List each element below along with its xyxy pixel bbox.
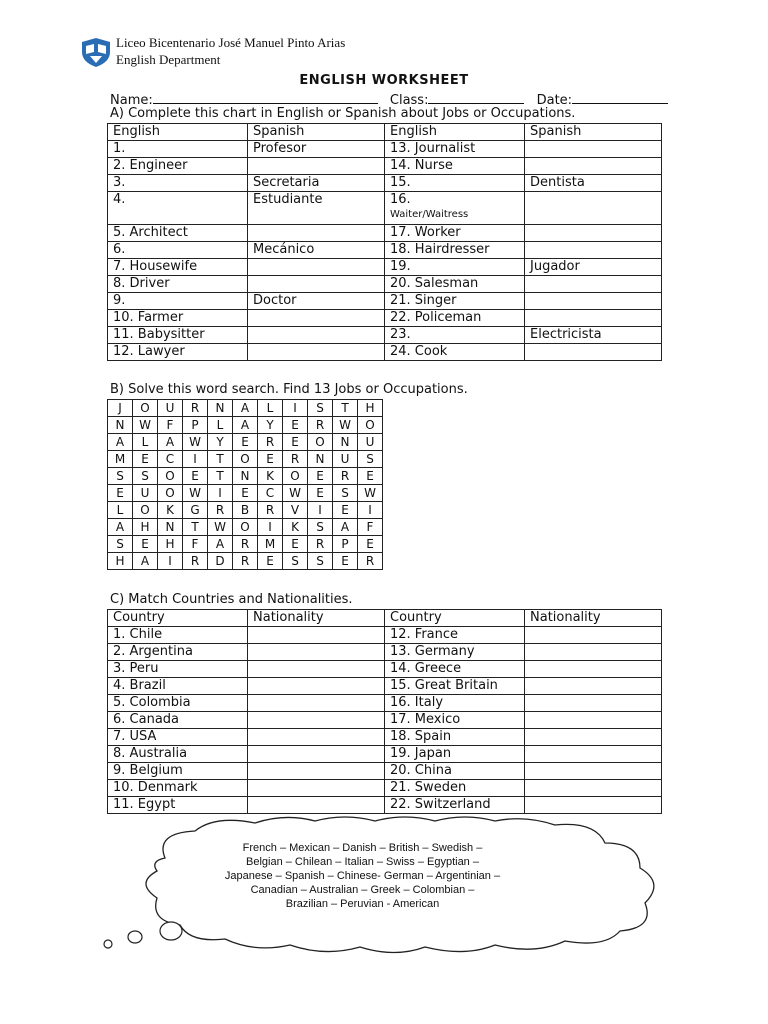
letter-cell[interactable]: D — [208, 553, 233, 570]
cell: Dentista — [525, 175, 662, 192]
country-cell: 7. USA — [108, 729, 248, 746]
letter-cell[interactable]: R — [183, 553, 208, 570]
letter-cell[interactable]: P — [183, 417, 208, 434]
nationality-cell[interactable] — [248, 729, 385, 746]
cell: 1. — [108, 141, 248, 158]
cell: 8. Driver — [108, 276, 248, 293]
header-cell: Spanish — [248, 124, 385, 141]
cell-number: 16. — [390, 192, 411, 207]
cell[interactable] — [248, 158, 385, 175]
letter-cell[interactable]: F — [358, 519, 383, 536]
section-a-instruction: A) Complete this chart in English or Spanish about Jobs or Occupations. — [110, 106, 576, 121]
grid-row — [108, 400, 383, 417]
nationality-cell[interactable] — [248, 695, 385, 712]
word-bank-line: Belgian – Chilean – Italian – Swiss – Egyptian – — [246, 856, 479, 868]
letter-cell[interactable]: E — [258, 451, 283, 468]
table-row — [108, 695, 662, 712]
letter-cell[interactable]: I — [258, 519, 283, 536]
country-cell: 2. Argentina — [108, 644, 248, 661]
table-row — [108, 712, 662, 729]
cell[interactable] — [525, 158, 662, 175]
letter-cell[interactable]: C — [258, 485, 283, 502]
letter-cell[interactable]: S — [358, 451, 383, 468]
table-row — [108, 158, 662, 175]
letter-cell[interactable]: O — [158, 468, 183, 485]
nationality-cell[interactable] — [248, 746, 385, 763]
table-row — [108, 310, 662, 327]
letter-cell[interactable]: K — [158, 502, 183, 519]
letter-cell[interactable]: I — [208, 485, 233, 502]
letter-cell[interactable]: S — [308, 553, 333, 570]
country-cell: 22. Switzerland — [385, 797, 525, 814]
cell: 20. Salesman — [385, 276, 525, 293]
letter-cell[interactable]: H — [108, 553, 133, 570]
letter-cell[interactable]: A — [233, 400, 258, 417]
cell[interactable] — [248, 327, 385, 344]
cell[interactable] — [248, 344, 385, 361]
letter-cell[interactable]: U — [358, 434, 383, 451]
header-cell: English — [108, 124, 248, 141]
country-cell: 11. Egypt — [108, 797, 248, 814]
cell[interactable] — [525, 310, 662, 327]
nationality-cell[interactable] — [525, 661, 662, 678]
letter-cell[interactable]: O — [358, 417, 383, 434]
table-row — [108, 644, 662, 661]
letter-cell[interactable]: B — [233, 502, 258, 519]
cell: Mecánico — [248, 242, 385, 259]
letter-cell[interactable]: T — [183, 519, 208, 536]
letter-cell[interactable]: A — [233, 417, 258, 434]
letter-cell[interactable]: E — [308, 468, 333, 485]
letter-cell[interactable]: R — [258, 502, 283, 519]
letter-cell[interactable]: A — [158, 434, 183, 451]
letter-cell[interactable]: S — [133, 468, 158, 485]
nationality-cell[interactable] — [525, 729, 662, 746]
cell: 12. Lawyer — [108, 344, 248, 361]
letter-cell[interactable]: R — [233, 553, 258, 570]
letter-cell[interactable]: E — [358, 468, 383, 485]
school-info — [116, 34, 345, 68]
letter-cell[interactable]: E — [283, 417, 308, 434]
grid-row — [108, 434, 383, 451]
header-cell: Spanish — [525, 124, 662, 141]
header-cell: Nationality — [525, 610, 662, 627]
letter-cell[interactable]: V — [283, 502, 308, 519]
cell[interactable] — [248, 310, 385, 327]
nationality-cell[interactable] — [525, 627, 662, 644]
letter-cell[interactable]: Y — [258, 417, 283, 434]
cell[interactable]: 3. — [108, 175, 248, 192]
header-cell: Country — [108, 610, 248, 627]
table-row — [108, 780, 662, 797]
letter-cell[interactable]: E — [233, 434, 258, 451]
country-cell: 15. Great Britain — [385, 678, 525, 695]
letter-cell[interactable]: F — [158, 417, 183, 434]
country-cell: 14. Greece — [385, 661, 525, 678]
letter-cell[interactable]: O — [308, 434, 333, 451]
header-cell: Country — [385, 610, 525, 627]
cell: 24. Cook — [385, 344, 525, 361]
date-field[interactable] — [572, 90, 668, 104]
letter-cell[interactable]: S — [108, 536, 133, 553]
cell[interactable] — [525, 225, 662, 242]
nationality-cell[interactable] — [248, 780, 385, 797]
letter-cell[interactable]: U — [333, 451, 358, 468]
country-cell: 19. Japan — [385, 746, 525, 763]
letter-cell[interactable]: E — [233, 485, 258, 502]
cell: Secretaria — [248, 175, 385, 192]
cell: 11. Babysitter — [108, 327, 248, 344]
country-cell: 17. Mexico — [385, 712, 525, 729]
cell[interactable]: 9. — [108, 293, 248, 310]
letter-cell[interactable]: E — [183, 468, 208, 485]
letter-cell[interactable]: N — [158, 519, 183, 536]
cell: Doctor — [248, 293, 385, 310]
cell: 7. Housewife — [108, 259, 248, 276]
grid-row — [108, 468, 383, 485]
letter-cell[interactable]: W — [358, 485, 383, 502]
nationality-cell[interactable] — [525, 763, 662, 780]
letter-cell[interactable]: A — [108, 519, 133, 536]
section-c-instruction: C) Match Countries and Nationalities. — [110, 592, 353, 607]
nationality-cell[interactable] — [525, 644, 662, 661]
country-cell: 3. Peru — [108, 661, 248, 678]
letter-cell[interactable]: O — [233, 451, 258, 468]
letter-cell[interactable]: L — [133, 434, 158, 451]
nationality-cell[interactable] — [525, 695, 662, 712]
nationalities-table — [107, 609, 662, 814]
letter-cell[interactable]: R — [308, 536, 333, 553]
cell[interactable] — [385, 192, 525, 225]
letter-cell[interactable]: E — [133, 451, 158, 468]
letter-cell[interactable]: E — [283, 536, 308, 553]
word-bank-line: Canadian – Australian – Greek – Colombian – — [250, 884, 475, 896]
class-field[interactable] — [428, 90, 524, 104]
grid-row — [108, 417, 383, 434]
nationality-cell[interactable] — [525, 678, 662, 695]
cell-hint: Waiter/Waitress — [390, 209, 469, 220]
letter-cell[interactable]: O — [158, 485, 183, 502]
word-bank — [170, 841, 555, 911]
cell[interactable] — [525, 192, 662, 225]
letter-cell[interactable]: S — [308, 519, 333, 536]
letter-cell[interactable]: R — [258, 434, 283, 451]
letter-cell[interactable]: A — [333, 519, 358, 536]
country-cell: 5. Colombia — [108, 695, 248, 712]
letter-cell[interactable]: P — [333, 536, 358, 553]
letter-cell[interactable]: O — [133, 502, 158, 519]
country-cell: 12. France — [385, 627, 525, 644]
table-row — [108, 627, 662, 644]
letter-cell[interactable]: T — [208, 451, 233, 468]
letter-cell[interactable]: S — [333, 485, 358, 502]
word-bank-line: Japanese – Spanish – Chinese- German – Argentinian – — [224, 870, 501, 882]
cell[interactable] — [525, 293, 662, 310]
letter-cell[interactable]: R — [333, 468, 358, 485]
table-row — [108, 141, 662, 158]
letter-cell[interactable]: W — [183, 434, 208, 451]
letter-cell[interactable]: A — [208, 536, 233, 553]
letter-cell[interactable]: E — [308, 485, 333, 502]
school-name: Liceo Bicentenario José Manuel Pinto Arias — [116, 35, 346, 50]
letter-cell[interactable]: M — [258, 536, 283, 553]
letter-cell[interactable]: A — [108, 434, 133, 451]
worksheet-title: ENGLISH WORKSHEET — [299, 73, 469, 88]
letter-cell[interactable]: J — [108, 400, 133, 417]
letter-cell[interactable]: N — [233, 468, 258, 485]
cell: 10. Farmer — [108, 310, 248, 327]
grid-row — [108, 519, 383, 536]
country-cell: 6. Canada — [108, 712, 248, 729]
letter-cell[interactable]: M — [108, 451, 133, 468]
letter-cell[interactable]: I — [358, 502, 383, 519]
letter-cell[interactable]: I — [183, 451, 208, 468]
letter-cell[interactable]: S — [308, 400, 333, 417]
table-row — [108, 327, 662, 344]
word-search-grid — [107, 399, 383, 570]
name-field[interactable] — [153, 90, 378, 104]
letter-cell[interactable]: R — [208, 502, 233, 519]
letter-cell[interactable]: S — [108, 468, 133, 485]
word-bank-line: Brazilian – Peruvian - American — [285, 898, 440, 910]
letter-cell[interactable]: K — [258, 468, 283, 485]
letter-cell[interactable]: R — [358, 553, 383, 570]
letter-cell[interactable]: C — [158, 451, 183, 468]
table-row — [108, 746, 662, 763]
header-cell: English — [385, 124, 525, 141]
letter-cell[interactable]: O — [283, 468, 308, 485]
letter-cell[interactable]: L — [258, 400, 283, 417]
letter-cell[interactable]: E — [258, 553, 283, 570]
table-row — [108, 763, 662, 780]
country-cell: 18. Spain — [385, 729, 525, 746]
letter-cell[interactable]: E — [358, 536, 383, 553]
nationality-cell[interactable] — [248, 797, 385, 814]
country-cell: 16. Italy — [385, 695, 525, 712]
letter-cell[interactable]: I — [158, 553, 183, 570]
cell[interactable] — [248, 225, 385, 242]
letter-cell[interactable]: H — [133, 519, 158, 536]
department-name: English Department — [116, 52, 221, 67]
word-bank-line: French – Mexican – Danish – British – Swedish – — [242, 842, 483, 854]
country-cell: 10. Denmark — [108, 780, 248, 797]
grid-row — [108, 485, 383, 502]
table-row — [108, 344, 662, 361]
letter-cell[interactable]: I — [283, 400, 308, 417]
nationality-cell[interactable] — [525, 780, 662, 797]
cell: Jugador — [525, 259, 662, 276]
table-row — [108, 293, 662, 310]
cell: 13. Journalist — [385, 141, 525, 158]
letter-cell[interactable]: E — [133, 536, 158, 553]
letter-cell[interactable]: E — [333, 553, 358, 570]
nationality-cell[interactable] — [248, 763, 385, 780]
cell: 5. Architect — [108, 225, 248, 242]
letter-cell[interactable]: N — [308, 451, 333, 468]
letter-cell[interactable]: R — [308, 417, 333, 434]
grid-row — [108, 553, 383, 570]
header-cell: Nationality — [248, 610, 385, 627]
nationality-cell[interactable] — [248, 661, 385, 678]
country-cell: 21. Sweden — [385, 780, 525, 797]
table-row — [108, 276, 662, 293]
cell[interactable] — [525, 344, 662, 361]
nationality-cell[interactable] — [525, 746, 662, 763]
nationality-cell[interactable] — [248, 627, 385, 644]
school-crest-icon — [80, 36, 112, 68]
letter-cell[interactable]: N — [333, 434, 358, 451]
table-row — [108, 242, 662, 259]
country-cell: 1. Chile — [108, 627, 248, 644]
letter-cell[interactable]: W — [333, 417, 358, 434]
letter-cell[interactable]: U — [158, 400, 183, 417]
cell[interactable] — [525, 276, 662, 293]
country-cell: 8. Australia — [108, 746, 248, 763]
nationality-cell[interactable] — [248, 678, 385, 695]
letter-cell[interactable]: Y — [208, 434, 233, 451]
letter-cell[interactable]: R — [183, 400, 208, 417]
nationality-cell[interactable] — [525, 712, 662, 729]
nationality-cell[interactable] — [248, 712, 385, 729]
cell[interactable]: 6. — [108, 242, 248, 259]
table-header-row — [108, 124, 662, 141]
nationality-cell[interactable] — [525, 797, 662, 814]
letter-cell[interactable]: K — [283, 519, 308, 536]
cell[interactable]: 23. — [385, 327, 525, 344]
country-cell: 20. China — [385, 763, 525, 780]
letter-cell[interactable]: S — [283, 553, 308, 570]
letter-cell[interactable]: G — [183, 502, 208, 519]
letter-cell[interactable]: E — [333, 502, 358, 519]
letter-cell[interactable]: F — [183, 536, 208, 553]
letter-cell[interactable]: L — [208, 417, 233, 434]
table-row — [108, 259, 662, 276]
table-row — [108, 797, 662, 814]
letter-cell[interactable]: O — [233, 519, 258, 536]
cell: 2. Engineer — [108, 158, 248, 175]
name-label: Name: — [110, 93, 153, 108]
table-row — [108, 225, 662, 242]
grid-row — [108, 451, 383, 468]
cell: 18. Hairdresser — [385, 242, 525, 259]
letter-cell[interactable]: W — [183, 485, 208, 502]
cell[interactable] — [248, 276, 385, 293]
class-label: Class: — [389, 93, 429, 108]
nationality-cell[interactable] — [248, 644, 385, 661]
cell: 21. Singer — [385, 293, 525, 310]
letter-cell[interactable]: R — [233, 536, 258, 553]
letter-cell[interactable]: E — [108, 485, 133, 502]
date-label: Date: — [536, 93, 573, 108]
cell[interactable]: 19. — [385, 259, 525, 276]
letter-cell[interactable]: L — [108, 502, 133, 519]
letter-cell[interactable]: N — [208, 400, 233, 417]
table-row — [108, 175, 662, 192]
letter-cell[interactable]: W — [208, 519, 233, 536]
jobs-table — [107, 123, 662, 361]
letter-cell[interactable]: I — [308, 502, 333, 519]
letter-cell[interactable]: N — [108, 417, 133, 434]
letter-cell[interactable]: E — [283, 434, 308, 451]
letter-cell[interactable]: T — [208, 468, 233, 485]
cell: Electricista — [525, 327, 662, 344]
cell[interactable] — [525, 141, 662, 158]
letter-cell[interactable]: W — [283, 485, 308, 502]
letter-cell[interactable]: R — [283, 451, 308, 468]
letter-cell[interactable]: H — [158, 536, 183, 553]
letter-cell[interactable]: O — [133, 400, 158, 417]
table-row — [108, 661, 662, 678]
cell[interactable]: 4. — [108, 192, 248, 225]
letter-cell[interactable]: T — [333, 400, 358, 417]
cell: Estudiante — [248, 192, 385, 225]
country-cell: 13. Germany — [385, 644, 525, 661]
table-row — [108, 678, 662, 695]
cell[interactable]: Profesor — [248, 141, 385, 158]
cell: 22. Policeman — [385, 310, 525, 327]
section-b-instruction: B) Solve this word search. Find 13 Jobs or Occupations. — [110, 382, 468, 397]
cell[interactable] — [525, 242, 662, 259]
table-header-row — [108, 610, 662, 627]
country-cell: 4. Brazil — [108, 678, 248, 695]
grid-row — [108, 502, 383, 519]
grid-row — [108, 536, 383, 553]
cell[interactable]: 15. — [385, 175, 525, 192]
cell[interactable] — [248, 259, 385, 276]
letter-cell[interactable]: U — [133, 485, 158, 502]
cell: 14. Nurse — [385, 158, 525, 175]
cell: 17. Worker — [385, 225, 525, 242]
letter-cell[interactable]: W — [133, 417, 158, 434]
letter-cell[interactable]: H — [358, 400, 383, 417]
table-row — [108, 192, 662, 225]
table-row — [108, 729, 662, 746]
letter-cell[interactable]: A — [133, 553, 158, 570]
country-cell: 9. Belgium — [108, 763, 248, 780]
